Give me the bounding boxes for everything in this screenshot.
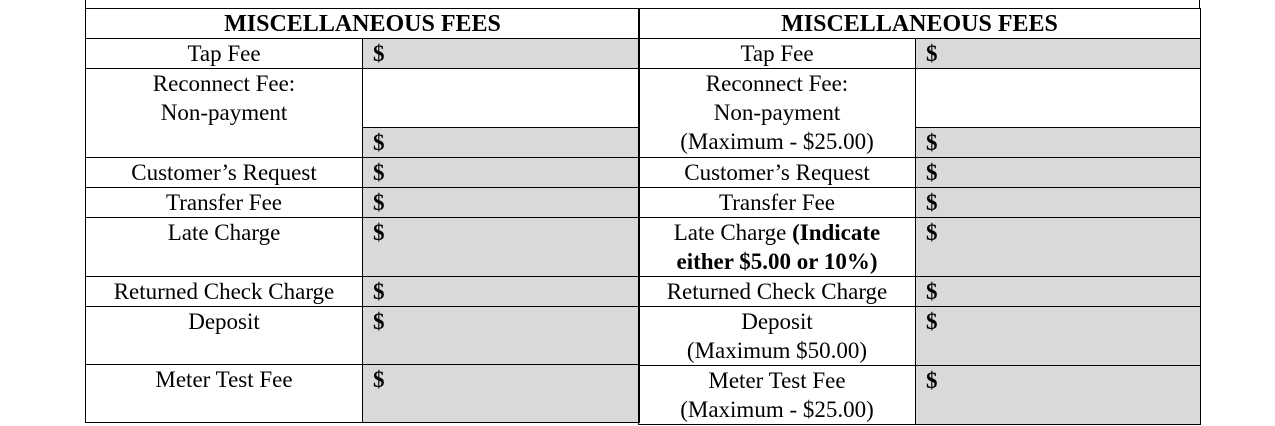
right-late-charge-label-cell [639,217,916,276]
left-returned-check-currency: $ [373,278,385,304]
left-late-charge-currency: $ [373,219,385,245]
left-fees-table [85,8,640,423]
right-returned-check-currency: $ [926,278,938,304]
right-returned-check-label: Returned Check Charge [639,276,916,306]
left-header: MISCELLANEOUS FEES [86,9,640,39]
right-transfer-fee-currency: $ [926,189,938,215]
right-reconnect-max-label: (Maximum - $25.00) [639,127,916,157]
left-reconnect-blank-2 [363,98,640,127]
right-customer-request-field[interactable] [916,157,1201,187]
right-meter-test-currency: $ [926,367,938,393]
left-late-charge-field[interactable] [363,217,640,276]
left-returned-check-label: Returned Check Charge [86,276,363,306]
right-tap-fee-currency: $ [926,41,938,66]
left-meter-test-field[interactable] [363,364,640,422]
left-late-charge-label: Late Charge [86,217,363,276]
right-transfer-fee-field[interactable] [916,187,1201,217]
left-reconnect-currency: $ [373,129,385,155]
right-late-charge-field[interactable] [916,217,1201,276]
left-customer-request-label: Customer’s Request [86,157,363,187]
right-transfer-fee-label: Transfer Fee [639,187,916,217]
right-deposit-field[interactable] [916,306,1201,365]
left-reconnect-blank [363,69,640,99]
right-returned-check-field[interactable] [916,276,1201,306]
right-late-charge-note-2: either $5.00 or 10%) [676,248,878,274]
table-top-border [85,0,1200,8]
left-reconnect-sub-label: Non-payment [86,98,363,127]
right-tap-fee-field[interactable] [916,39,1201,69]
right-meter-test-label-cell [639,365,916,424]
left-reconnect-label: Reconnect Fee: [86,69,363,99]
left-reconnect-field[interactable] [363,127,640,157]
left-reconnect-spacer [86,127,363,157]
right-reconnect-blank-2 [916,98,1201,127]
right-deposit-label: Deposit [741,308,813,334]
right-reconnect-blank [916,69,1201,99]
right-late-charge-note-1: (Indicate [792,219,881,245]
right-header: MISCELLANEOUS FEES [639,9,1201,39]
right-customer-request-currency: $ [926,159,938,185]
left-customer-request-field[interactable] [363,157,640,187]
right-late-charge-currency: $ [926,219,938,245]
left-tap-fee-field[interactable] [363,39,640,69]
right-late-charge-label: Late Charge [673,219,787,245]
left-customer-request-currency: $ [373,159,385,185]
right-meter-test-field[interactable] [916,365,1201,424]
left-returned-check-field[interactable] [363,276,640,306]
left-deposit-currency: $ [373,308,385,334]
left-meter-test-currency: $ [373,366,385,392]
right-meter-test-label: Meter Test Fee [708,367,846,393]
left-transfer-fee-field[interactable] [363,187,640,217]
right-reconnect-field[interactable] [916,127,1201,157]
left-transfer-fee-currency: $ [373,189,385,215]
left-tap-fee-label: Tap Fee [86,39,363,69]
right-reconnect-sub-label: Non-payment [639,98,916,127]
right-deposit-label-cell [639,306,916,365]
right-fees-table [638,8,1201,425]
left-meter-test-label: Meter Test Fee [86,364,363,422]
right-meter-test-max: (Maximum - $25.00) [680,396,874,422]
left-tap-fee-currency: $ [373,41,385,66]
left-deposit-field[interactable] [363,306,640,364]
left-deposit-label: Deposit [86,306,363,364]
right-deposit-max: (Maximum $50.00) [686,337,868,363]
right-customer-request-label: Customer’s Request [639,157,916,187]
right-reconnect-label: Reconnect Fee: [639,69,916,99]
right-deposit-currency: $ [926,308,938,334]
left-transfer-fee-label: Transfer Fee [86,187,363,217]
right-reconnect-currency: $ [926,129,938,155]
right-tap-fee-label: Tap Fee [639,39,916,69]
